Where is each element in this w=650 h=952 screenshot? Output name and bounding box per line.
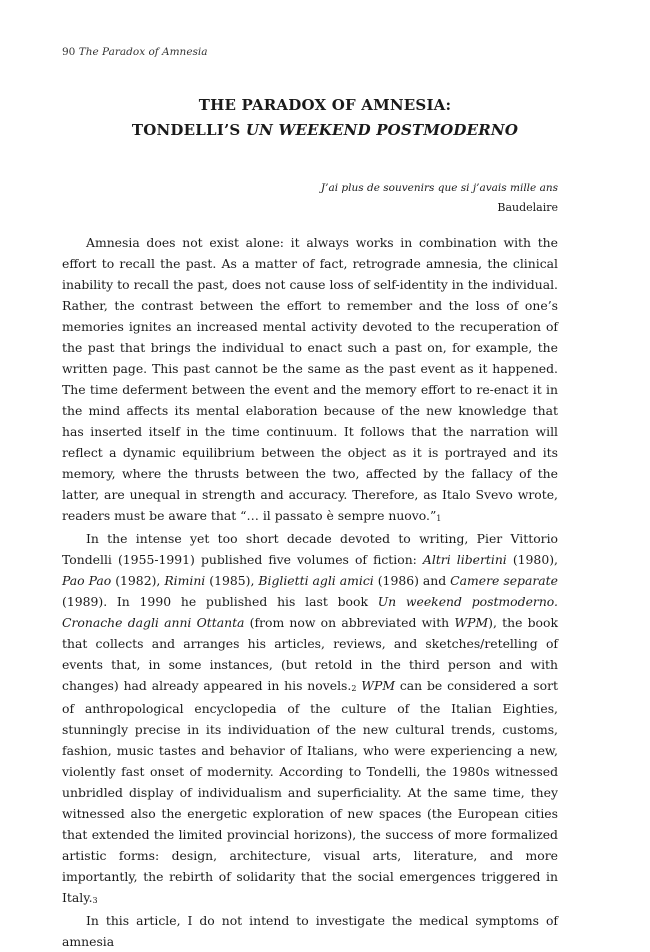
- article-title: [0, 93, 650, 143]
- epigraph-author: Baudelaire: [497, 201, 558, 214]
- italic-title: Camere separate: [450, 573, 558, 588]
- text-run: Amnesia does not exist alone: it always works in combination with the effort to recall the past. As a matter of fact, retrograde amnesia, the clinical inability to recall the past, does not cause loss of self-identity in the individual. Rather, the contrast between the effort to remember and the loss of one’s memories ignites an increased mental activity devoted to the recuperation of the past that brings the individual to enact such a past on, for example, the written page. This past cannot be the same as the past event as it happened. The time deferment between the event and the memory effort to re-enact it in the mind affects its mental elaboration because of the new knowledge that has inserted itself in the time continuum. It follows that the narration will reflect a dynamic equilibrium between the object as it is portrayed and its memory, where the thrusts between the two, affected by the fallacy of the latter, are unequal in strength and accuracy. Therefore, as Italo Svevo wrote, readers must be aware that “… il passato è sempre nuovo.”: [62, 235, 558, 523]
- text-run: (1986) and: [373, 573, 451, 588]
- page-number: 90: [62, 46, 76, 58]
- italic-title: Un weekend postmoderno. Cronache dagli anni Ottanta: [62, 594, 558, 630]
- title-line-2-italic: UN WEEKEND POSTMODERNO: [245, 121, 519, 139]
- text-run: In this article, I do not intend to investigate the medical symptoms of amnesia: [62, 913, 558, 949]
- italic-title: Pao Pao: [62, 573, 112, 588]
- text-run: (1989). In 1990 he published his last book: [62, 594, 378, 609]
- italic-title: WPM: [361, 678, 396, 693]
- body-paragraph: [62, 232, 558, 528]
- text-run: ), the book that collects and arranges his articles, reviews, and sketches/retelling of events that, in some instances, (but retold in the third person and with changes) had already appeared in his novels.: [62, 615, 558, 693]
- title-line-2-prefix: TONDELLI’S: [131, 121, 246, 139]
- italic-title: Altri libertini: [422, 552, 507, 567]
- running-head-title: The Paradox of Amnesia: [78, 46, 208, 58]
- epigraph: [321, 178, 558, 218]
- text-run: (1982),: [111, 573, 165, 588]
- title-line-2: [0, 118, 650, 143]
- italic-title: Biglietti agli amici: [258, 573, 374, 588]
- text-run: (from now on abbreviated with: [244, 615, 455, 630]
- italic-title: Rimini: [164, 573, 206, 588]
- footnote-marker: 1: [436, 514, 442, 523]
- italic-title: WPM: [454, 615, 489, 630]
- text-run: (1980),: [506, 552, 558, 567]
- footnote-marker: 3: [92, 896, 98, 905]
- running-head: [62, 46, 208, 58]
- text-run: In the intense yet too short decade devoted to writing, Pier Vittorio Tondelli (1955-1991) published five volumes of fiction:: [62, 531, 558, 567]
- body-paragraph: [62, 528, 558, 910]
- text-run: can be considered a sort of anthropological encyclopedia of the culture of the Italian Eighties, stunningly precise in its individuation of the new cultural trends, customs, fashion, music tastes and behavior of Italians, who were experiencing a new, violently fast onset of modernity. According to Tondelli, the 1980s witnessed unbridled display of individualism and superficiality. At the same time, they witnessed also the energetic exploration of new spaces (the European cities that extended the limited provincial horizons), the success of more formalized artistic forms: design, architecture, visual arts, literature, and more importantly, the rebirth of solidarity that the social emergences triggered in Italy.: [62, 678, 558, 905]
- body-paragraph: [62, 910, 558, 949]
- epigraph-quote: J’ai plus de souvenirs que si j’avais mille ans: [320, 182, 558, 194]
- text-run: (1985),: [205, 573, 259, 588]
- footnote-marker: 2: [351, 684, 357, 693]
- title-line-1: THE PARADOX OF AMNESIA:: [198, 96, 452, 114]
- article-body: [62, 232, 558, 949]
